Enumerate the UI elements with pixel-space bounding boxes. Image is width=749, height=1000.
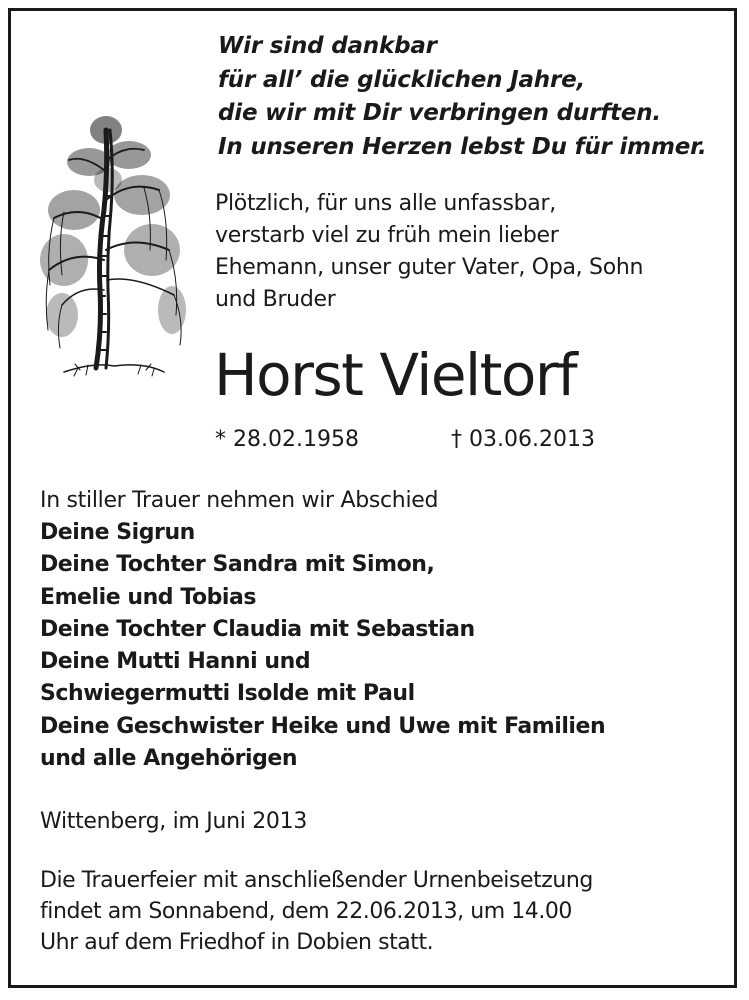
mourner-line: Deine Tochter Sandra mit Simon,: [40, 552, 435, 578]
announcement-line: Ehemann, unser guter Vater, Opa, Sohn: [215, 255, 644, 280]
announcement-line: Plötzlich, für uns alle unfassbar,: [215, 191, 556, 216]
announcement-line: verstarb viel zu früh mein lieber: [215, 223, 559, 248]
funeral-line: Die Trauerfeier mit anschließender Urnenbeisetzung: [40, 868, 593, 893]
funeral-line: Uhr auf dem Friedhof in Dobien statt.: [40, 930, 434, 955]
mourner-line: Deine Geschwister Heike und Uwe mit Familien: [40, 713, 606, 739]
mourner-line: Deine Mutti Hanni und: [40, 649, 311, 675]
motto-line: Wir sind dankbar: [218, 33, 437, 59]
mourning-intro: In stiller Trauer nehmen wir Abschied: [40, 488, 439, 513]
place-and-date: Wittenberg, im Juni 2013: [40, 809, 308, 834]
announcement-line: und Bruder: [215, 287, 336, 312]
mourner-line: Schwiegermutti Isolde mit Paul: [40, 681, 415, 707]
birth-date: * 28.02.1958: [215, 427, 359, 452]
mourners-list: [40, 517, 730, 775]
mourner-line: Deine Tochter Claudia mit Sebastian: [40, 616, 475, 642]
motto-line: für all’ die glücklichen Jahre,: [218, 66, 586, 93]
death-date: † 03.06.2013: [451, 427, 595, 452]
mourner-line: Emelie und Tobias: [40, 584, 257, 610]
funeral-line: findet am Sonnabend, dem 22.06.2013, um 14.00: [40, 899, 572, 924]
motto-line: die wir mit Dir verbringen durften.: [218, 100, 661, 126]
memorial-motto: [218, 30, 728, 164]
mourner-line: Deine Sigrun: [40, 520, 195, 545]
motto-line: In unseren Herzen lebst Du für immer.: [218, 133, 707, 160]
funeral-details: [40, 865, 730, 958]
mourner-line: und alle Angehörigen: [40, 746, 298, 772]
birch-tree-icon: [34, 100, 192, 390]
announcement-text: [215, 188, 735, 316]
deceased-name: Horst Vieltorf: [214, 341, 577, 409]
